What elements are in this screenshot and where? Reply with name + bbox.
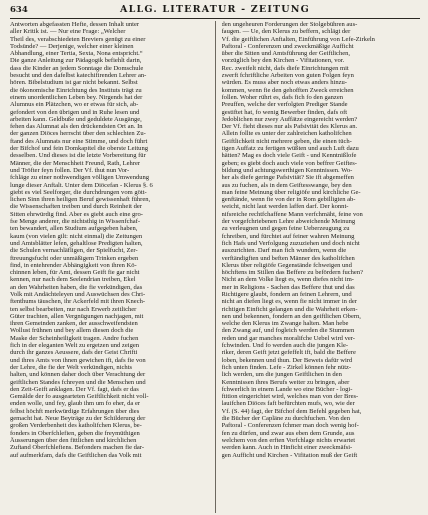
text-line: Sitten ehrwürdig find. Aber es giebt auch eine gro- bbox=[10, 210, 143, 218]
text-line: reden und gar manches moralifche Uebel wird ver- bbox=[221, 334, 355, 342]
text-line: giebt es viel Seelforger, die durchdrungen vom gött- bbox=[10, 188, 147, 196]
text-line: besucht und den dafelbst katechifirenden Lehrer an- bbox=[10, 72, 147, 80]
column-divider bbox=[215, 21, 216, 513]
text-line: bildung und achtungswerthigen Kenntnissen. Wo- bbox=[221, 166, 353, 174]
text-line: dass die Kinder an jedem Sonntage die Domschule bbox=[10, 64, 144, 72]
text-line: den Zeit-Geift anklagen. Der Vf. fagt, dafs er das bbox=[10, 385, 139, 393]
text-line: felbst höchft merkwürdige Erfahrungen über dies bbox=[10, 407, 140, 415]
text-line: Volk mit Andächteleyen und Auswüchsen des Chri- bbox=[10, 290, 146, 298]
text-line: der vorgefchriebenen Lehre abweichende Meinung bbox=[221, 218, 356, 226]
text-line: hätten? Mag es doch viele Geift - und Kenntnißlofe bbox=[221, 152, 357, 160]
text-line: an den Wahrheiten haben, die fie verkündigen, das bbox=[10, 283, 143, 291]
text-line: den Zwang auf, und fogleich werden die Stummen bbox=[221, 327, 355, 335]
text-line: richtigen Einficht gelangen und die Wahrheit erken- bbox=[221, 305, 358, 313]
text-line: der Lehre, die fie der Welt verkündigen, nichts bbox=[10, 363, 133, 371]
text-line: verftändigften und beften Männer des katholifchen bbox=[221, 254, 355, 262]
text-line: chinnen leben, für Amt, dessen Geift fie gar nicht bbox=[10, 269, 140, 277]
text-line: Klerus über religiöfe Gegenstände fchweigen und bbox=[221, 261, 352, 269]
text-line: der Bifchof und fein Domkapitel die oberste Leitung bbox=[10, 145, 148, 153]
text-line: Abhandlung, einer Tertia, Sexta, Nona entspricht.“ bbox=[10, 50, 143, 58]
text-line: gestiftet hat, fo wenig Bewerber finden, dafs oft bbox=[221, 108, 348, 116]
text-line: aus zu fuchen, als in dem Geiftesswange, bey den bbox=[221, 181, 352, 189]
text-line: man feine Meinung über religiöfe und kirchliche Ge- bbox=[221, 188, 361, 196]
text-line: nicht an diefen liegt es, wenn fie nicht immer in der bbox=[221, 298, 357, 306]
text-line: Gemälde der fo ausgearteten Geiftlichkeit nicht voll- bbox=[10, 393, 149, 401]
text-line: fchwerlich in einem Lande wo eine Bücher - logi- bbox=[221, 385, 353, 393]
text-line: Äusserungen über den fittlichen und kirchlichen bbox=[10, 436, 137, 444]
text-line: gemacht hat. Neue Beyträge zu der Schilderung der bbox=[10, 415, 146, 423]
text-line: ftand des Alumnats nur eine Stimme, und doch führt bbox=[10, 137, 148, 145]
text-columns bbox=[10, 21, 420, 513]
text-line: vorzüglich bey den Kirchen - Vifitationen, vor. bbox=[221, 57, 345, 65]
page-number: 634 bbox=[10, 5, 28, 15]
text-line: Preuffen, welche der verfolgten Prediger Stande bbox=[221, 101, 348, 109]
text-line: Maske der Scheinheiligkeit tragen. Andre fuchen bbox=[10, 334, 139, 342]
text-line: gefondert von den übrigen und in Ruhe lesen und bbox=[10, 108, 140, 116]
text-line: fchwinden. Und fo werden auch die jungen Kle- bbox=[221, 342, 349, 350]
text-line: höchftens im Stillen das Beffere zu befördern fuchen? bbox=[221, 269, 363, 277]
text-line: werden kann. Auch in Hinficht einer zweckmäfsi- bbox=[221, 444, 353, 452]
text-line: lunge dieser Anftalt. Unter dem Diöcefan - Klerus §. 6 bbox=[10, 181, 153, 189]
text-line: find, in entehrender Abhängigkeit von ihren Kö- bbox=[10, 261, 137, 269]
text-line: follen. Woher rührt es, dafs fich fo den ganzen bbox=[221, 93, 344, 101]
text-line: Theil des, verabschiedeten Breviers genügt zu einer bbox=[10, 35, 146, 43]
right-column bbox=[222, 21, 421, 513]
text-line: ftition eingerichtet wird, welches man von der Bres- bbox=[221, 393, 359, 401]
text-line: aller Kritik ist. — Nur eine Frage: „Welcher bbox=[10, 28, 126, 36]
text-line: fehen das Alumnat als den drückendsten Ort an. In bbox=[10, 123, 143, 131]
text-line: großen Verderbenheit des katholifchen Klerus, be- bbox=[10, 422, 142, 430]
text-line: lauifchen Diöces faft befürchten mufs, wo, wie der bbox=[221, 400, 355, 408]
text-line: einem unordentlichen Leben bey. Nirgends hat der bbox=[10, 93, 143, 101]
text-line: auf aufmerkfam, dafs die Geiftlichen das Volk mit bbox=[10, 451, 142, 459]
text-line: ftreuungsfucht oder unmäßigem Trinken ergeben bbox=[10, 254, 139, 262]
text-line: ihren Gemeinden zanken, der ausschweifendsten bbox=[10, 320, 138, 328]
text-line: Kenntnissen ihres Berufs weiter zu bringen, aber bbox=[221, 378, 350, 386]
text-line: ftenthums täuschen, ihr Ackerfeld mit ihren Knech- bbox=[10, 298, 146, 306]
text-line: Vf. (S. 44) fagt, der Bifchof dem Befehl gegeben hat, bbox=[221, 407, 362, 415]
text-line: Zuftand Oberfchlefiens. Befonders machen fie dar- bbox=[10, 444, 145, 452]
text-line: Allein follte es unter der zahlreichen katholifchen bbox=[221, 130, 352, 138]
text-line: Die ganze Anleitung zur Pädagogik befiehlt darin, bbox=[10, 57, 142, 65]
text-line: faugen. — Ue, den Klerus zu beffern, schlägt der bbox=[221, 28, 351, 36]
text-line: die Bücher der Capläne zu durchfuchen. Von den bbox=[221, 415, 350, 423]
text-line: weicht, nicht laut werden laffen darf. Der konnt- bbox=[221, 203, 349, 211]
text-line: der ganzen Diöces herrscht über den schlechten Zu- bbox=[10, 130, 146, 138]
text-line: Jedoblichen nur zwey Auffätze eingereicht werden? bbox=[221, 115, 358, 123]
text-line: würden. Es muss aber noch etwas anders hinzu- bbox=[221, 79, 347, 87]
text-line: geiftlichen Standes fchreyen und die Menschen und bbox=[10, 378, 146, 386]
text-line: fen zu dürfen, und zwar aus eben dem Grunde, aus bbox=[221, 429, 355, 437]
text-line: kennen, nur nach dem Seelendrian treiben, Ekel bbox=[10, 276, 136, 284]
text-line: arbeiten kann. Geldbuße und geduldete Ausgänge, bbox=[10, 115, 142, 123]
text-line: Todsünde? — Derjenige, welcher einer kleinen bbox=[10, 42, 134, 50]
text-line: und Amtsblätter lefen, gehaltlose Predigten halten, bbox=[10, 239, 143, 247]
left-column bbox=[10, 21, 209, 513]
text-line: her als diefe geringe Pafsivität? Sie ift abgemeffen bbox=[221, 174, 354, 182]
text-line: Männer, die der Menschheit Freund, Rath, Lehrer bbox=[10, 159, 141, 167]
text-line: Richtigere glaubt, fondern an feinen Lehrern, und bbox=[221, 290, 352, 298]
text-line: zu verleugnen und gegen feine Ueberzeugung zu bbox=[221, 225, 350, 233]
text-line: und Tröfter feyn follen. Der Vf. thut nun Vor- bbox=[10, 166, 130, 174]
text-line: fich Hafs und Verfolgung zuzuziehen und doch nicht bbox=[221, 239, 360, 247]
text-line: fchreiben, und fürchtet auf feiner wahren Meinung bbox=[221, 232, 355, 240]
text-line: nifsreiche rechtfchaffene Mann verfchmäht, feine von bbox=[221, 210, 363, 218]
text-line: Der Vf. fieht dieses nur als Pafsivität des Klerus an. bbox=[221, 123, 358, 131]
running-title: ALLG. LITERATUR - ZEITUNG bbox=[120, 4, 310, 15]
text-line: ten selbst bearbeiten, nur nach Erwerb zeitlicher bbox=[10, 305, 137, 313]
text-line: ten bewandert, allen Studium aufgegeben haben, bbox=[10, 225, 138, 233]
text-line: Paftoral - Conferenzen fchmer man doch wenig hof- bbox=[221, 422, 359, 430]
text-line: genftände, wenn fie von der in Rom gebilligten ab- bbox=[221, 196, 356, 204]
text-line: gen Aufficht und Kirchen - Vifitation muß der Geift bbox=[221, 451, 358, 459]
text-line: über die Sitten und Amtsführung der Geiftlichen, bbox=[221, 50, 351, 58]
text-line: nen und bekennen, fondern an den geiftlichen Obern, bbox=[221, 312, 361, 320]
text-line: Vf. die geiftlichen Anftalten, Einführung von Lefe-Zirkeln bbox=[221, 35, 375, 43]
text-line: fich in der eleganten Welt zu ergetzen und zeigen bbox=[10, 342, 140, 350]
text-line: Geiftlichkeit nicht mehrere geben, die einen tüch- bbox=[221, 137, 352, 145]
text-line: welche den Klerus im Zwange halten. Man hebe bbox=[221, 320, 349, 328]
text-line: lichen Sinn ihren heiligen Beruf gewissenhaft führen, bbox=[10, 196, 151, 204]
text-line: Paftoral - Conferenzen und zweckmäßige Aufficht bbox=[221, 42, 354, 50]
text-line: fchläge zu einer nothwendigen völligen Umwendung bbox=[10, 174, 150, 182]
text-line: Rec. zweifelt nicht, dafs diefe Einrichtungen mit bbox=[221, 64, 349, 72]
text-line: fich unten finden. Lefe - Zirkel können fehr nütz- bbox=[221, 363, 352, 371]
text-line: kaum (von vielen gilt: nicht einmal) die Zeitungen bbox=[10, 232, 143, 240]
text-line: den ungeheuren Forderungen der Stolgebühren aus- bbox=[221, 21, 358, 28]
text-line: auszurichten. Darf man fich wundern, wenn die bbox=[221, 247, 347, 255]
text-line: zwerft fchriftliche Arbeiten von guten Folgen feyn bbox=[221, 72, 354, 80]
text-line: enden wolle, und fey, glaub ihm um fo eher, da er bbox=[10, 400, 141, 408]
text-line: die ökonomische Einrichtung des Instituts trägt zu bbox=[10, 86, 142, 94]
text-line: fonders in Oberfchlefien, geben die freymüthigen bbox=[10, 429, 140, 437]
text-line: halten, und können daher doch über Verachtung der bbox=[10, 371, 146, 379]
text-line: die Wissenschaften treiben und durch Reinheit der bbox=[10, 203, 142, 211]
text-line: mer in Religions - Sachen das Beffere thut und das bbox=[221, 283, 355, 291]
text-line: geben; es giebt doch auch viele von beffrer Geiftes- bbox=[221, 159, 357, 167]
text-line: durch ihr ganzes Aeussere, dafs der Geist Chrifti bbox=[10, 349, 138, 357]
text-line: welchem von den erften Vorfchlage nichts erwartet bbox=[221, 436, 356, 444]
text-line: Wollust frühnen und bey allem diesen doch die bbox=[10, 327, 134, 335]
text-line: lich werden, um die jungen Geiftlichen in den bbox=[221, 371, 342, 379]
text-line: riker, deren Geift jetzt gefeffelt ift, bald die Beffere bbox=[221, 349, 356, 357]
text-line: tigen Auffatz zu fertigen wüßten und auch Luft dazu bbox=[221, 145, 359, 153]
page-header bbox=[10, 4, 420, 19]
text-line: fse Menge anderer, die nichtsthig in Wissenfchaf- bbox=[10, 218, 141, 226]
text-line: Antworten abgefassten Hefte, dessen Inhalt unter bbox=[10, 21, 140, 28]
text-line: die Schulen vernachläfligen, der Spielfucht, Zer- bbox=[10, 247, 138, 255]
text-line: hören. Bibelstudium ist gar nicht bekannt. Selbst bbox=[10, 79, 138, 87]
text-line: loben, bekennen und thun. Der Beweis dafür wird bbox=[221, 356, 353, 364]
text-line: kommen, wenn fie den gehofften Zweck erreichen bbox=[221, 86, 354, 94]
text-line: Güter trachten, allen Vergnügungen nachjagen, mit bbox=[10, 312, 144, 320]
text-line: Nicht an dem Volke liegt es, wenn diefes nicht im- bbox=[221, 276, 354, 284]
text-line: Alumnus ein Plätzchen, wo er etwas für sich, ab- bbox=[10, 101, 139, 109]
text-line: desselben. Und dieses ist die letzte Vorbereitung für bbox=[10, 152, 146, 160]
text-line: und ihres Amts von ihnen gewichen ift, dafs fie von bbox=[10, 356, 146, 364]
